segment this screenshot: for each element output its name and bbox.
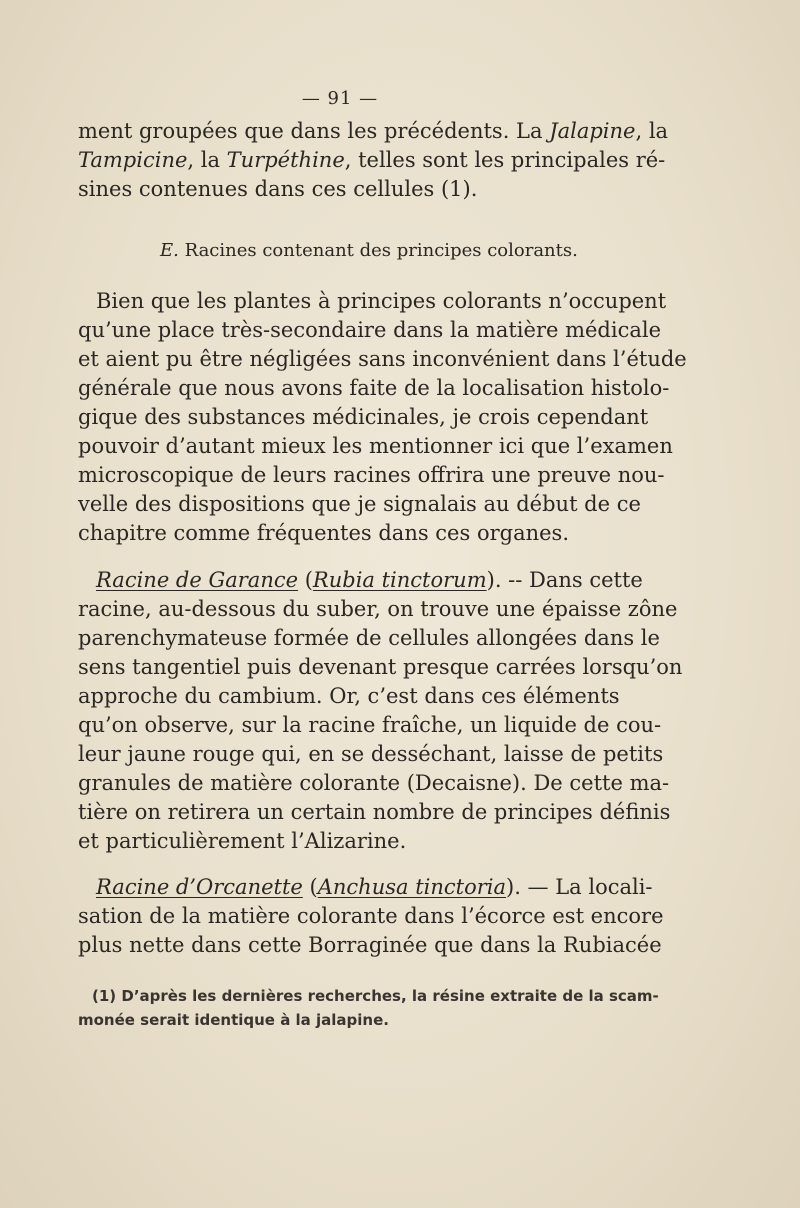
text-line: plus nette dans cette Borraginée que dans la Rubiacée <box>78 933 662 957</box>
text-line: Racine d’Orcanette (Anchusa tinctoria). — La locali- <box>96 875 653 899</box>
section-title: Racines contenant des principes colorants. <box>184 240 578 261</box>
text-line: approche du cambium. Or, c’est dans ces éléments <box>78 684 620 708</box>
text-line: qu’on observe, sur la racine fraîche, un liquide de cou- <box>78 713 662 737</box>
text-line: Racine de Garance (Rubia tinctorum). -- Dans cette <box>96 568 643 592</box>
text-line: microscopique de leurs racines offrira une preuve nou- <box>78 463 665 487</box>
footnote-line: (1) D’après les dernières recherches, la résine extraite de la scam- <box>92 987 659 1005</box>
text-line: ment groupées que dans les précédents. La Jalapine, la <box>78 119 669 143</box>
text-line: gique des substances médicinales, je crois cependant <box>78 405 649 429</box>
text-line: chapitre comme fréquentes dans ces organes. <box>78 521 569 545</box>
garance-latin: Rubia tinctorum <box>312 568 487 592</box>
text-line: Bien que les plantes à principes colorants n’occupent <box>96 289 667 313</box>
paragraph-orcanette <box>78 873 664 960</box>
text-line: velle des dispositions que je signalais au début de ce <box>78 492 641 516</box>
text-line: sines contenues dans ces cellules (1). <box>78 177 478 201</box>
text-line: sens tangentiel puis devenant presque carrées lorsqu’on <box>78 655 683 679</box>
text-line: sation de la matière colorante dans l’écorce est encore <box>78 904 664 928</box>
orcanette-latin: Anchusa tinctoria <box>317 875 506 899</box>
text-line: parenchymateuse formée de cellules allongées dans le <box>78 626 660 650</box>
page-number: — 91 — <box>301 88 379 109</box>
paragraph-garance <box>78 566 683 856</box>
paragraph-1 <box>78 287 687 548</box>
section-heading <box>160 240 620 261</box>
text-line: pouvoir d’autant mieux les mentionner ici que l’examen <box>78 434 673 458</box>
text-line: générale que nous avons faite de la localisation histolo- <box>78 376 670 400</box>
footnote <box>78 984 659 1032</box>
intro-paragraph <box>78 117 669 204</box>
garance-title: Racine de Garance <box>96 568 299 592</box>
footnote-line: monée serait identique à la jalapine. <box>78 1011 389 1029</box>
orcanette-title: Racine d’Orcanette <box>96 875 303 899</box>
text-line: leur jaune rouge qui, en se desséchant, laisse de petits <box>78 742 664 766</box>
text-line: granules de matière colorante (Decaisne). De cette ma- <box>78 771 670 795</box>
text-line: et aient pu être négligées sans inconvénient dans l’étude <box>78 347 687 371</box>
text-line: et particulièrement l’Alizarine. <box>78 829 407 853</box>
text-line: Tampicine, la Turpéthine, telles sont les principales ré- <box>78 148 666 172</box>
text-line: qu’une place très-secondaire dans la matière médicale <box>78 318 662 342</box>
text-line: racine, au-dessous du suber, on trouve une épaisse zône <box>78 597 678 621</box>
text-line: tière on retirera un certain nombre de principes définis <box>78 800 671 824</box>
section-letter: E. <box>160 240 179 261</box>
